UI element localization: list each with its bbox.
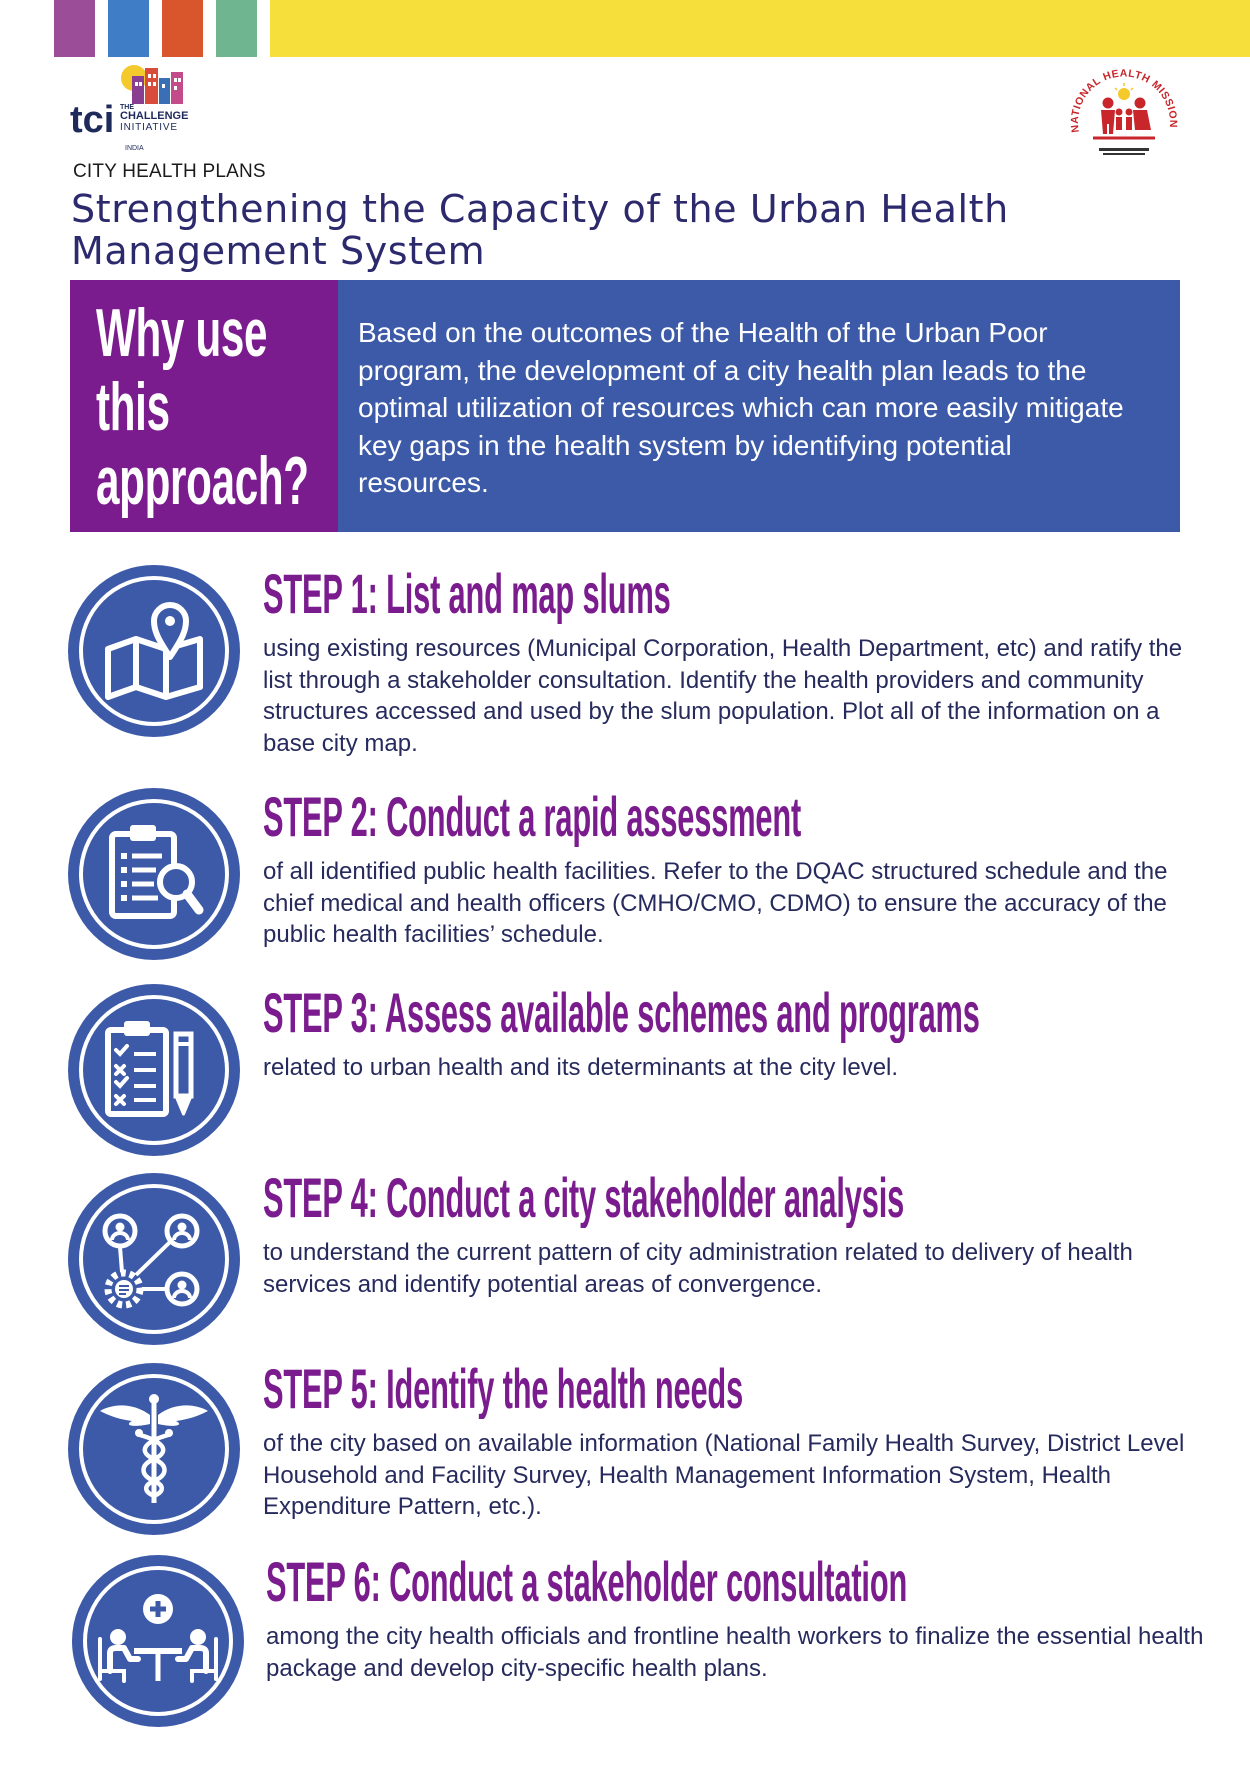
step-6-title: STEP 6: Conduct a stakeholder consultation <box>266 1552 908 1612</box>
step-2-title: STEP 2: Conduct a rapid assessment <box>263 787 802 847</box>
step-2-text: of all identified public health facilities. Refer to the DQAC structured schedule and the chief medical and health officers (CMHO/CMO, CDMO) to ensure the accuracy of the public health facilities’ schedule. <box>263 858 1168 948</box>
caduceus-icon <box>68 1363 240 1535</box>
tci-the-label: THE <box>120 104 134 111</box>
why-heading-panel <box>70 280 338 532</box>
top-square-orange <box>162 0 203 57</box>
step-6 <box>266 1552 1211 1684</box>
nhm-tagline-mark <box>1099 148 1149 155</box>
top-square-green <box>216 0 257 57</box>
why-heading-line-1: Why use <box>96 296 268 370</box>
people-network-icon <box>68 1173 240 1345</box>
step-3-title: STEP 3: Assess available schemes and programs <box>263 983 980 1043</box>
why-heading-line-2: this <box>96 370 170 444</box>
top-square-blue <box>108 0 149 57</box>
nhm-logo <box>1063 58 1185 172</box>
nhm-family-icon <box>1093 83 1155 138</box>
step-1 <box>263 564 1208 759</box>
page-kicker: CITY HEALTH PLANS <box>73 161 266 182</box>
step-5-text: of the city based on available information (National Family Health Survey, District Level Household and Facility Survey, Health Management Information System, Health Expenditure Pattern, etc.). <box>263 1430 1185 1520</box>
tci-initiative-label: INITIATIVE <box>120 122 178 133</box>
why-text-panel <box>338 280 1180 532</box>
tci-wordmark: tci <box>70 99 115 141</box>
step-3-text: related to urban health and its determinants at the city level. <box>263 1054 899 1081</box>
step-1-text: using existing resources (Municipal Corporation, Health Department, etc) and ratify the list through a stakeholder consultation. Identify the health providers and community structures accessed and used by the slum population. Plot all of the information on a base city map. <box>263 635 1183 757</box>
step-4 <box>263 1168 1208 1300</box>
page-title: Strengthening the Capacity of the Urban Health Management System <box>71 187 1009 273</box>
why-text: Based on the outcomes of the Health of the Urban Poor program, the development of a city health plan leads to the optimal utilization of resources which can more easily mitigate key gaps in the health system by identifying potential resources. <box>358 317 1124 498</box>
step-3 <box>263 983 1208 1084</box>
tci-challenge-label: CHALLENGE <box>120 110 189 122</box>
step-5-title: STEP 5: Identify the health needs <box>263 1359 744 1419</box>
top-yellow-bar <box>270 0 1250 57</box>
tci-country-label: INDIA <box>125 145 144 152</box>
step-4-text: to understand the current pattern of city administration related to delivery of health services and identify potential areas of convergence. <box>263 1239 1133 1298</box>
why-box <box>70 280 1180 532</box>
top-square-purple <box>54 0 95 57</box>
checklist-pencil-icon <box>68 984 240 1156</box>
nhm-arc-text: NATIONAL HEALTH MISSION <box>1068 67 1180 134</box>
step-2 <box>263 787 1208 951</box>
map-pin-icon <box>68 565 240 737</box>
clipboard-search-icon <box>68 788 240 960</box>
step-5 <box>263 1359 1208 1523</box>
step-6-text: among the city health officials and frontline health workers to finalize the essential health package and develop city-specific health plans. <box>266 1623 1204 1682</box>
step-4-title: STEP 4: Conduct a city stakeholder analysis <box>263 1168 905 1228</box>
svg-text:NATIONAL HEALTH MISSION <box>1069 67 1179 133</box>
why-heading-line-3: approach? <box>96 444 309 518</box>
meeting-icon <box>72 1555 244 1727</box>
step-1-title: STEP 1: List and map slums <box>263 564 671 624</box>
tci-logo <box>70 62 210 156</box>
